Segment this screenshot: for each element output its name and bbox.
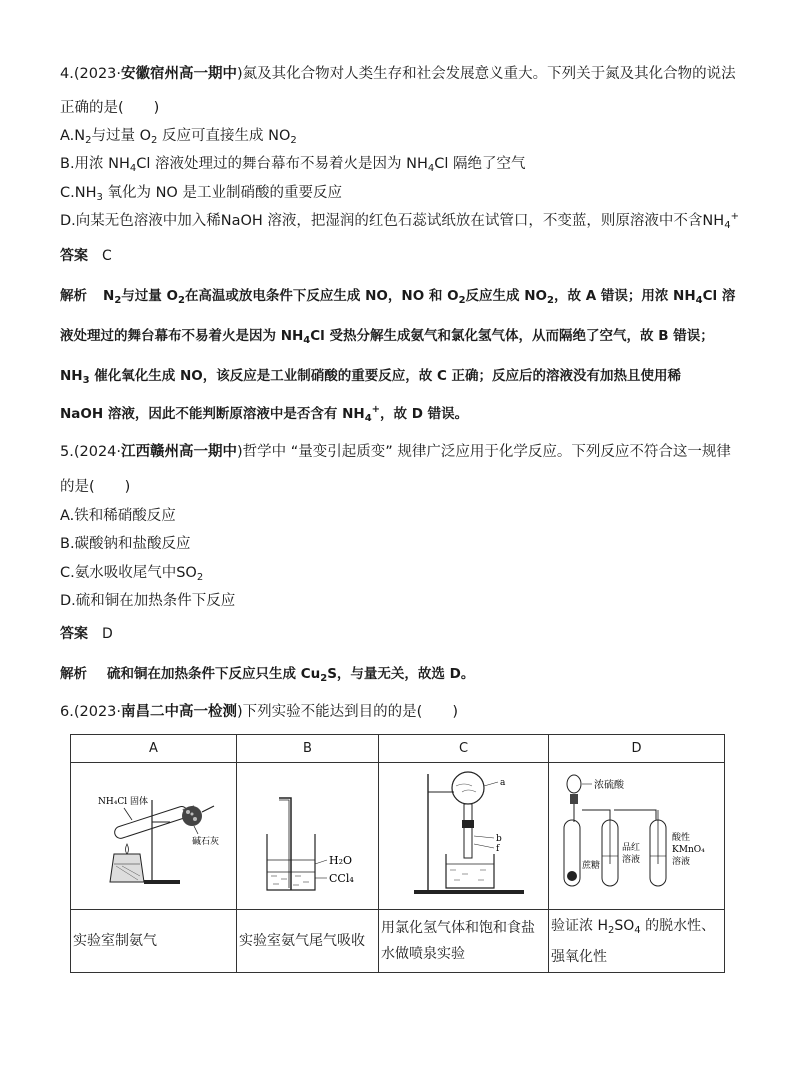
table-caption-row [71, 910, 725, 973]
q4-explanation-line4: NaOH 溶液，因此不能判断原溶液中是否含有 $NH_4^+$，故 D 错误。 [60, 404, 469, 424]
caption-a: 实验室制氨气 [71, 910, 237, 973]
q5-stem-line2: 的是( ) [60, 479, 131, 495]
caption-d: 验证浓 $H_2SO_4$ 的脱水性、强氧化性 [549, 910, 725, 973]
q4-explanation-line1: 解析 $N_2$与过量 $O_2$在高温或放电条件下反应生成 NO，NO 和 $O_2$反应生成 $NO_2$，故 A 错误；用浓 $NH_4Cl$ 溶 [60, 288, 736, 306]
figure-c-fountain-apparatus [384, 764, 544, 904]
table-figure-row [71, 763, 725, 910]
label-h2o: H₂O [328, 854, 352, 867]
q4-stem-line2: 正确的是( ) [60, 100, 160, 116]
label-soda-lime: 碱石灰 [191, 837, 219, 847]
caption-c: 用氯化氢气体和饱和食盐水做喷泉实验 [379, 910, 549, 973]
q4-option-d: D.向某无色溶液中加入稀NaOH 溶液，把湿润的红色石蕊试纸放在试管口，不变蓝，则原溶液中不含$NH_4^+$ [60, 211, 739, 231]
figure-d-sulfuric-acid-apparatus [552, 764, 722, 904]
label-c-f: f [495, 844, 499, 854]
figure-a-ammonia-apparatus [74, 764, 234, 904]
q5-option-a: A.铁和稀硝酸反应 [60, 508, 176, 524]
header-b: B [237, 735, 379, 763]
label-nh4cl: NH₄Cl 固体 [97, 797, 148, 807]
q6-stem: 6.(2023·南昌二中高一检测)下列实验不能达到目的的是( ) [60, 704, 459, 720]
figure-a-cell [71, 763, 237, 910]
label-c-a: a [499, 778, 505, 788]
header-c: C [379, 735, 549, 763]
q4-option-c: $C.NH_3$ 氧化为 NO 是工业制硝酸的重要反应 [60, 185, 342, 203]
q4-option-b: B.用浓 $NH_4Cl$ 溶液处理过的舞台幕布不易着火是因为 $NH_4Cl$ 隔绝了空气 [60, 156, 526, 174]
header-a: A [71, 735, 237, 763]
figure-c-cell [379, 763, 549, 910]
q5-explanation: 解析 硫和铜在加热条件下反应只生成 $Cu_2S$，与量无关，故选 D。 [60, 666, 475, 684]
header-d: D [549, 735, 725, 763]
q4-option-a: $A.N_2$与过量 $O_2$ 反应可直接生成 $NO_2$ [60, 128, 297, 146]
label-kmno4: KMnO₄ [671, 845, 705, 855]
label-c-b: b [495, 834, 502, 844]
q4-explanation-line2: 液处理过的舞台幕布不易着火是因为 $NH_4Cl$ 受热分解生成氨气和氯化氢气体，从而隔绝了空气，故 B 错误； [60, 328, 714, 346]
q5-stem-line1: 5.(2024·江西赣州高一期中)哲学中 “量变引起质变” 规律广泛应用于化学反应。下列反应不符合这一规律 [60, 444, 731, 460]
q4-source: 安徽宿州高一期中 [121, 66, 238, 82]
label-magenta-2: 溶液 [621, 855, 640, 865]
q4-answer: 答案 C [60, 248, 112, 264]
label-ccl4: CCl₄ [328, 872, 354, 885]
label-sucrose: 蔗糖 [581, 861, 600, 871]
experiment-table [70, 734, 725, 973]
figure-b-cell [237, 763, 379, 910]
q6-source: 南昌二中高一检测 [121, 704, 238, 720]
label-solution: 溶液 [671, 857, 690, 867]
figure-d-cell [549, 763, 725, 910]
figure-b-absorption-beaker [243, 764, 373, 904]
q5-option-c: C.氨水吸收尾气中$SO_2$ [60, 565, 204, 583]
table-header-row [71, 735, 725, 763]
label-magenta-1: 品红 [621, 843, 640, 853]
caption-b: 实验室氨气尾气吸收 [237, 910, 379, 973]
q5-source: 江西赣州高一期中 [121, 444, 238, 460]
q5-option-b: B.碳酸钠和盐酸反应 [60, 536, 191, 552]
label-conc-acid: 浓硫酸 [593, 780, 624, 791]
q4-stem-line1: 4.(2023·安徽宿州高一期中)氮及其化合物对人类生存和社会发展意义重大。下列关于氮及其化合物的说法 [60, 66, 736, 82]
q5-answer: 答案 D [60, 626, 113, 642]
label-acidic: 酸性 [671, 833, 690, 843]
q4-explanation-line3: $NH_3$ 催化氧化生成 NO，该反应是工业制硝酸的重要反应，故 C 正确；反应后的溶液没有加热且使用稀 [60, 368, 682, 386]
q5-option-d: D.硫和铜在加热条件下反应 [60, 593, 236, 609]
